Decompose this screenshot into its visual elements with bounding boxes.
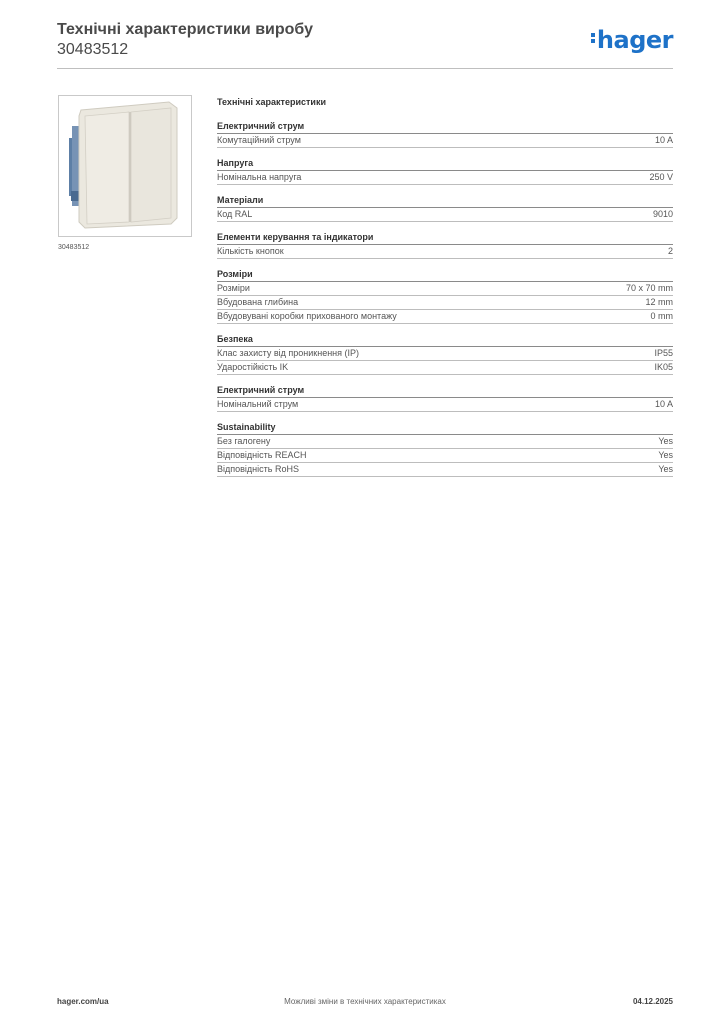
spec-label: Клас захисту від проникнення (IP)	[217, 348, 360, 358]
spec-label: Код RAL	[217, 209, 253, 219]
spec-label: Комутаційний струм	[217, 135, 301, 145]
spec-section-title: Елементи керування та індикатори	[217, 231, 673, 245]
header-divider	[57, 68, 673, 69]
spec-row	[217, 347, 673, 361]
spec-value: IP55	[654, 348, 673, 358]
spec-section-title: Напруга	[217, 157, 673, 171]
spec-value: IK05	[654, 362, 673, 372]
spec-label: Розміри	[217, 283, 250, 293]
spec-section	[217, 384, 673, 412]
spec-value: 70 x 70 mm	[625, 283, 673, 293]
spec-label: Вбудована глибина	[217, 297, 299, 307]
spec-row	[217, 282, 673, 296]
spec-value: 9010	[652, 209, 673, 219]
spec-value: 2	[667, 246, 673, 256]
spec-label: Номінальний струм	[217, 399, 299, 409]
spec-section-title: Sustainability	[217, 421, 673, 435]
hager-logo	[591, 26, 673, 54]
spec-value: Yes	[658, 464, 673, 474]
spec-label: Відповідність RoHS	[217, 464, 299, 474]
specs-heading: Технічні характеристики	[217, 97, 326, 107]
footer-website-link[interactable]: hager.com/ua	[57, 997, 109, 1006]
spec-section-title: Матеріали	[217, 194, 673, 208]
spec-label: Відповідність REACH	[217, 450, 307, 460]
logo-text: hager	[596, 26, 673, 54]
spec-label: Номінальна напруга	[217, 172, 302, 182]
spec-section-title: Електричний струм	[217, 120, 673, 134]
spec-section	[217, 268, 673, 324]
product-number: 30483512	[57, 41, 129, 58]
spec-label: Вбудовувані коробки прихованого монтажу	[217, 311, 397, 321]
spec-section	[217, 333, 673, 375]
spec-row	[217, 398, 673, 412]
spec-section	[217, 421, 673, 477]
spec-value: Yes	[658, 436, 673, 446]
spec-value: Yes	[658, 450, 673, 460]
spec-section-title: Електричний струм	[217, 384, 673, 398]
spec-row	[217, 435, 673, 449]
logo-dots-icon	[591, 31, 596, 45]
spec-row	[217, 245, 673, 259]
switch-illustration	[59, 96, 191, 236]
spec-value: 250 V	[649, 172, 673, 182]
spec-section-title: Безпека	[217, 333, 673, 347]
spec-row	[217, 449, 673, 463]
spec-row	[217, 361, 673, 375]
spec-value: 10 A	[654, 135, 673, 145]
spec-row	[217, 134, 673, 148]
spec-section	[217, 120, 673, 148]
page-title: Технічні характеристики виробу	[57, 21, 313, 38]
spec-section	[217, 157, 673, 185]
spec-sections	[217, 120, 673, 477]
footer-date: 04.12.2025	[632, 997, 673, 1006]
page-header	[57, 20, 673, 60]
spec-row	[217, 171, 673, 185]
spec-value: 12 mm	[645, 297, 673, 307]
spec-label: Без галогену	[217, 436, 271, 446]
spec-value: 10 A	[654, 399, 673, 409]
product-image	[58, 95, 192, 237]
spec-row	[217, 208, 673, 222]
specifications-table	[217, 95, 673, 486]
spec-row	[217, 310, 673, 324]
spec-label: Кількість кнопок	[217, 246, 284, 256]
spec-section	[217, 194, 673, 222]
footer-notice: Можливі зміни в технічних характеристиках	[284, 997, 446, 1006]
spec-label: Ударостійкість IK	[217, 362, 289, 372]
product-code-caption: 30483512	[58, 244, 90, 251]
spec-row	[217, 463, 673, 477]
spec-row	[217, 296, 673, 310]
spec-section-title: Розміри	[217, 268, 673, 282]
spec-section	[217, 231, 673, 259]
spec-value: 0 mm	[650, 311, 673, 321]
